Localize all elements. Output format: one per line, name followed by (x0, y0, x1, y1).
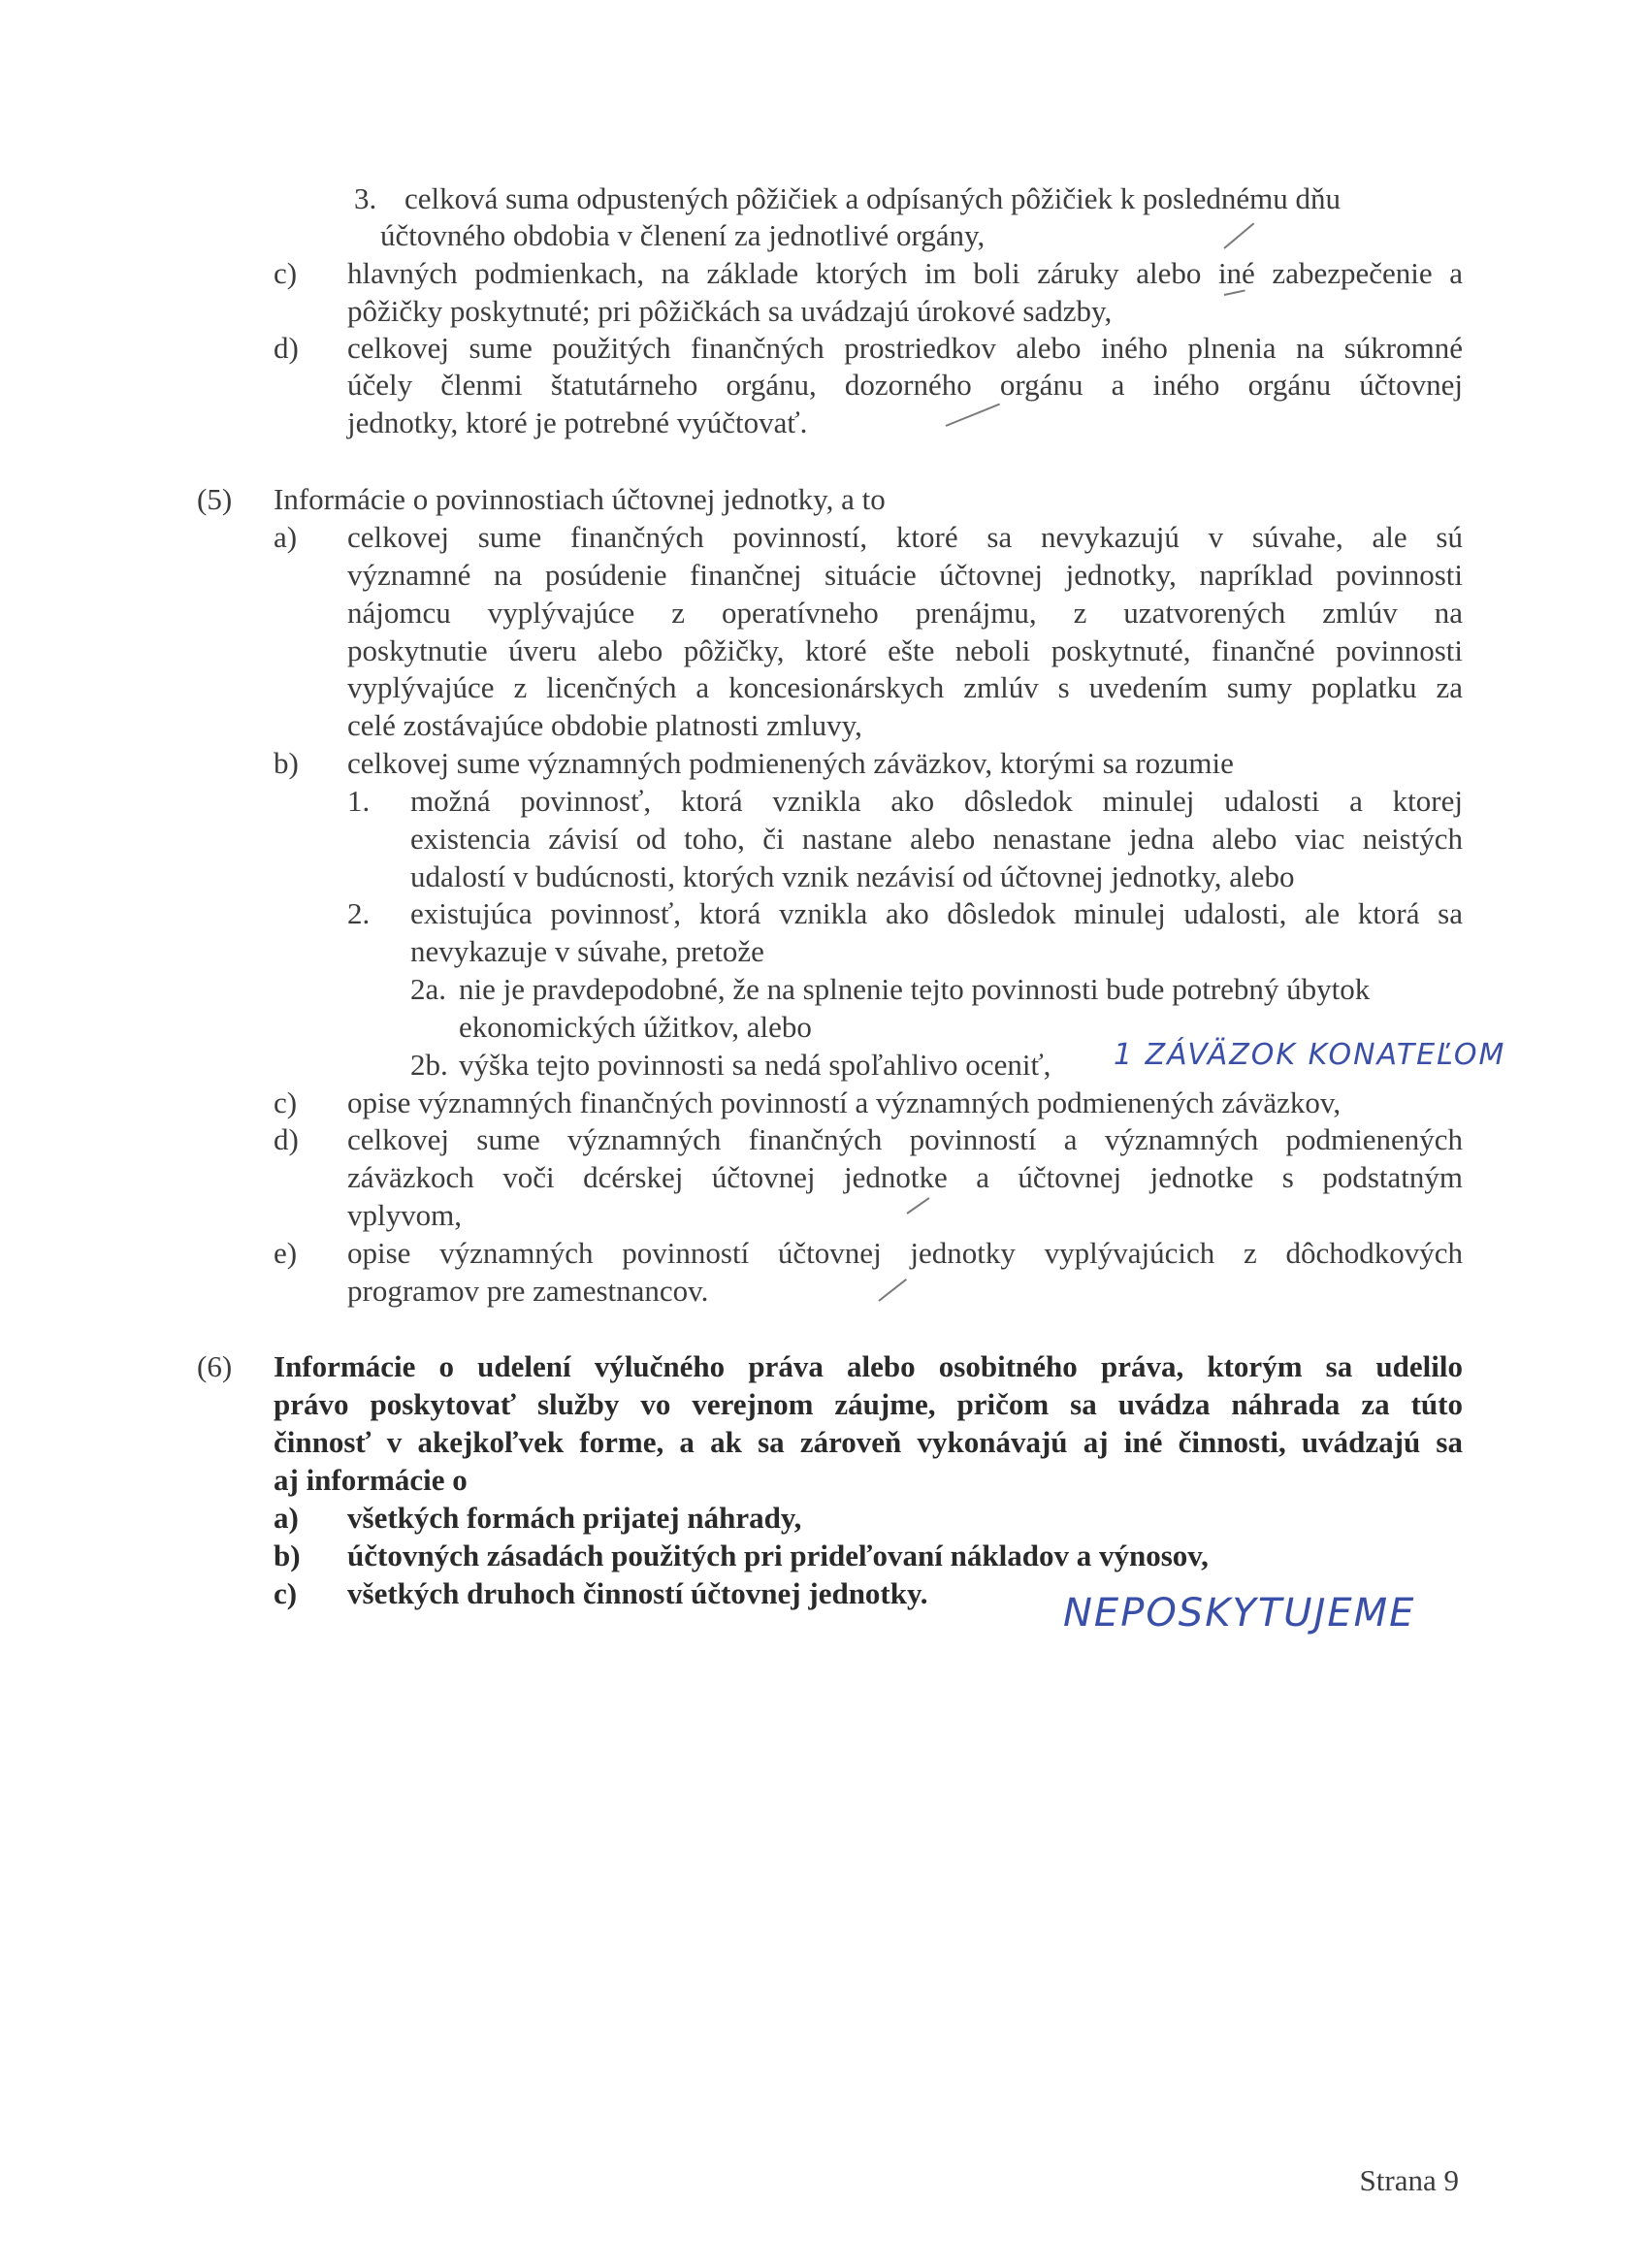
item-d-marker: d) (274, 331, 299, 365)
s5-item-a-marker: a) (274, 520, 298, 554)
s5-item-c-line-1: opise významných finančných povinností a významných podmienených záväzkov, (347, 1085, 1342, 1119)
s5-item-a-line: celé zostávajúce obdobie platnosti zmluvy, (347, 708, 862, 742)
s5-b-sub2a-marker: 2a. (410, 972, 447, 1006)
s5-b-sub1-marker: 1. (347, 784, 371, 818)
item-d-line-1: celkovej sume použitých finančných prostriedkov alebo iného plnenia na súkromné (347, 331, 1463, 365)
review-tick-mark (1223, 223, 1254, 249)
s6-item-a-marker: a) (274, 1501, 299, 1535)
s5-b-sub1-line: možná povinnosť, ktorá vznikla ako dôsledok minulej udalosti a ktorej (410, 784, 1463, 818)
s5-item-b-line-1: celkovej sume významných podmienených záväzkov, ktorými sa rozumie (347, 746, 1234, 780)
item-c-line-1: hlavných podmienkach, na základe ktorých im boli záruky alebo iné zabezpečenie a (347, 256, 1463, 290)
section-5-heading: Informácie o povinnostiach účtovnej jednotky, a to (274, 482, 886, 516)
handwritten-note-obligation: 1 ZÁVÄZOK KONATEĽOM (1114, 1038, 1506, 1072)
s5-b-sub2-line: existujúca povinnosť, ktorá vznikla ako dôsledok minulej udalosti, ale ktorá sa (410, 896, 1463, 930)
s5-item-a-line: poskytnutie úveru alebo pôžičky, ktoré ešte neboli poskytnuté, finančné povinnosti (347, 633, 1463, 667)
item-d-line-2: účely členmi štatutárneho orgánu, dozorného orgánu a iného orgánu účtovnej (347, 368, 1463, 402)
item-3-marker: 3. (354, 181, 377, 215)
s6-item-c-marker: c) (274, 1576, 298, 1610)
s5-b-sub2-line: nevykazuje v súvahe, pretože (410, 934, 764, 968)
s5-item-b-marker: b) (274, 746, 299, 780)
s5-b-sub2b-marker: 2b. (410, 1048, 448, 1082)
s5-item-d-line: záväzkoch voči dcérskej účtovnej jednotke a účtovnej jednotke s podstatným (347, 1160, 1463, 1194)
s5-item-d-line: celkovej sume významných finančných povinností a významných podmienených (347, 1122, 1463, 1156)
item-c-marker: c) (274, 256, 298, 290)
section-6-heading-line: Informácie o udelení výlučného práva alebo osobitného práva, ktorým sa udelilo (274, 1349, 1463, 1383)
s6-item-c-text: všetkých druhoch činností účtovnej jednotky. (347, 1576, 928, 1610)
item-3-line-1: celková suma odpustených pôžičiek a odpísaných pôžičiek k poslednému dňu (404, 181, 1342, 215)
item-c-line-2: pôžičky poskytnuté; pri pôžičkách sa uvádzajú úrokové sadzby, (347, 294, 1113, 328)
s5-item-a-line: významné na posúdenie finančnej situácie účtovnej jednotky, napríklad povinnosti (347, 558, 1463, 592)
s5-item-e-line: opise významných povinností účtovnej jednotky vyplývajúcich z dôchodkových (347, 1236, 1463, 1270)
s5-item-c-marker: c) (274, 1085, 298, 1119)
s5-item-a-line: celkovej sume finančných povinností, ktoré sa nevykazujú v súvahe, ale sú (347, 520, 1463, 554)
handwritten-note-not-provided: NEPOSKYTUJEME (1063, 1591, 1416, 1636)
s5-b-sub2a-line-1: nie je pravdepodobné, že na splnenie tejto povinnosti bude potrebný úbytok (459, 972, 1371, 1006)
review-tick-mark (906, 1197, 929, 1215)
s6-item-b-marker: b) (274, 1539, 301, 1572)
s5-b-sub2a-line-2: ekonomických úžitkov, alebo (459, 1010, 812, 1044)
item-d-line-3: jednotky, ktoré je potrebné vyúčtovať. (347, 405, 808, 439)
s5-item-d-line: vplyvom, (347, 1198, 462, 1232)
s5-item-e-marker: e) (274, 1236, 298, 1270)
s5-b-sub1-line: udalostí v budúcnosti, ktorých vznik nezávisí od účtovnej jednotky, alebo (410, 859, 1295, 893)
s6-item-a-text: všetkých formách prijatej náhrady, (347, 1501, 802, 1535)
s6-item-b-text: účtovných zásadách použitých pri prideľovaní nákladov a výnosov, (347, 1539, 1209, 1572)
section-6-number: (6) (197, 1349, 233, 1383)
s5-b-sub1-line: existencia závisí od toho, či nastane alebo nenastane jedna alebo viac neistých (410, 822, 1463, 856)
s5-item-a-line: vyplývajúce z licenčných a koncesionárskych zmlúv s uvedením sumy poplatku za (347, 670, 1463, 704)
section-5-number: (5) (197, 482, 233, 516)
s5-b-sub2b-line-1: výška tejto povinnosti sa nedá spoľahlivo oceniť, (459, 1048, 1051, 1082)
section-6-heading-line: činnosť v akejkoľvek forme, a ak sa zároveň vykonávajú aj iné činnosti, uvádzajú sa (274, 1425, 1463, 1459)
s5-item-d-marker: d) (274, 1122, 299, 1156)
review-tick-mark (946, 404, 1000, 427)
s5-item-e-line: programov pre zamestnancov. (347, 1274, 709, 1308)
section-6-heading-line: aj informácie o (274, 1463, 468, 1497)
page-number: Strana 9 (1359, 2163, 1459, 2197)
item-3-line-2: účtovného obdobia v členení za jednotlivé orgány, (380, 218, 986, 252)
s5-item-a-line: nájomcu vyplývajúce z operatívneho prenájmu, z uzatvorených zmlúv na (347, 596, 1463, 630)
section-6-heading-line: právo poskytovať služby vo verejnom záujme, pričom sa uvádza náhrada za túto (274, 1387, 1463, 1421)
s5-b-sub2-marker: 2. (347, 896, 371, 930)
review-tick-mark (878, 1279, 907, 1302)
